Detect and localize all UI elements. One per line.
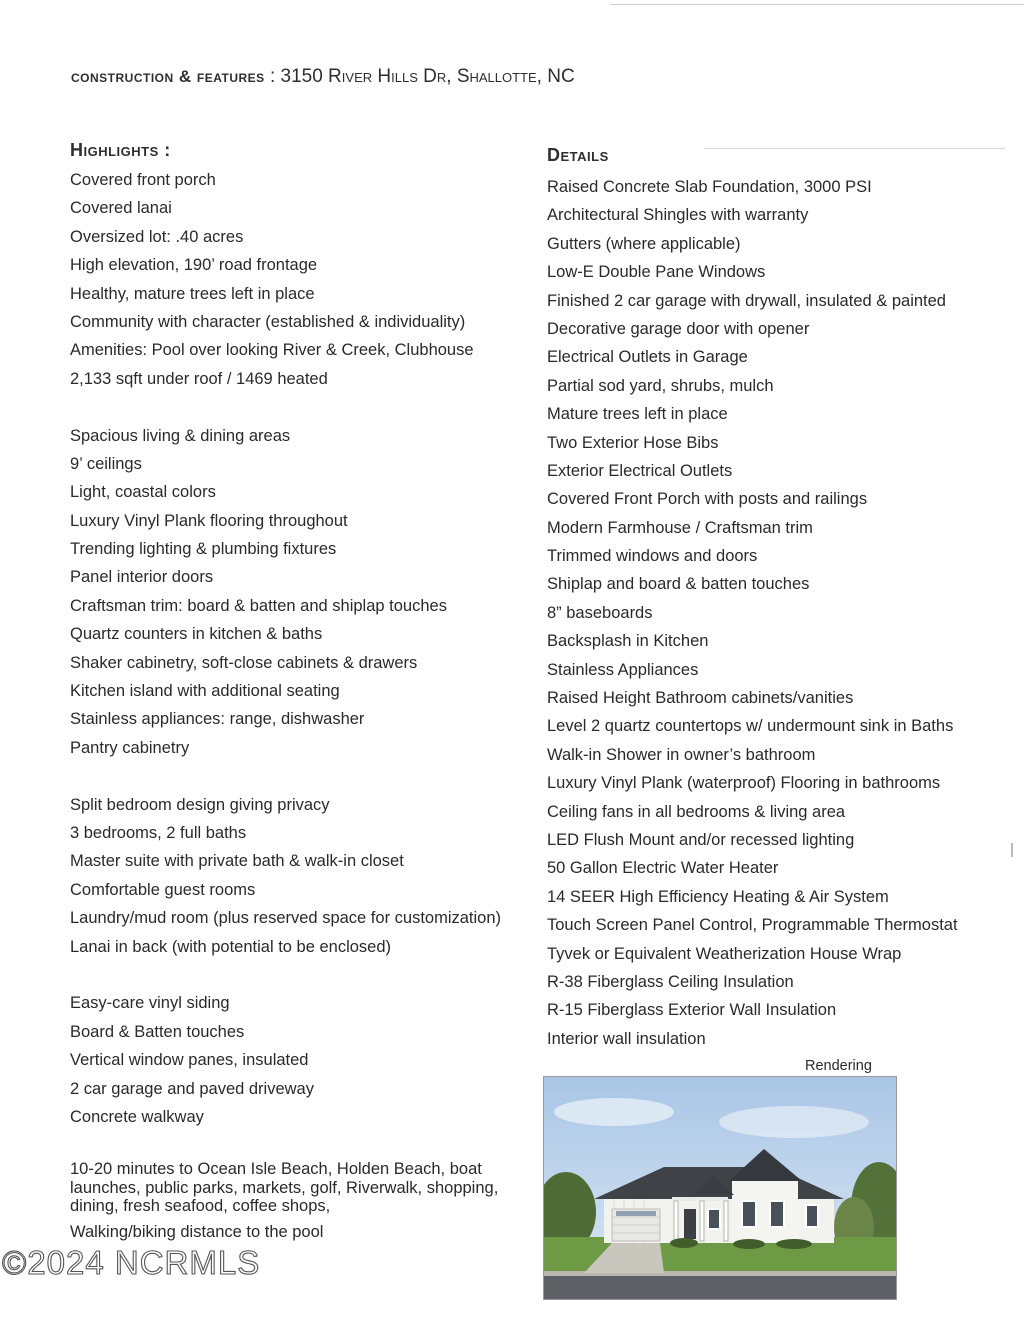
detail-item: Shiplap and board & batten touches [547,575,810,594]
detail-item: Raised Concrete Slab Foundation, 3000 PSI [547,178,872,196]
highlights-title: Highlights : [70,140,171,160]
rendering-label: Rendering [805,1058,872,1074]
detail-item: Trimmed windows and doors [547,547,758,566]
highlight-item: Kitchen island with additional seating [70,682,340,701]
detail-item: Two Exterior Hose Bibs [547,433,719,452]
detail-item: Exterior Electrical Outlets [547,461,733,480]
detail-item: Partial sod yard, shrubs, mulch [547,376,774,395]
detail-item: Finished 2 car garage with drywall, insulated & painted [547,291,946,310]
highlight-item: 3 bedrooms, 2 full baths [70,823,247,842]
highlight-item: Panel interior doors [70,568,214,587]
detail-item: 8” baseboards [547,603,653,622]
house-rendering-image [544,1077,896,1299]
group-gap [70,762,530,790]
detail-item: 50 Gallon Electric Water Heater [547,859,779,878]
highlight-item: Healthy, mature trees left in place [70,284,315,303]
house-rendering [543,1076,897,1300]
detail-item: Level 2 quartz countertops w/ undermount sink in Baths [547,717,954,736]
detail-item: Touch Screen Panel Control, Programmable Thermostat [547,916,958,935]
scan-mark [1011,843,1013,857]
walking-distance: Walking/biking distance to the pool [70,1223,324,1241]
highlight-item: Concrete walkway [70,1107,204,1126]
property-address: 3150 River Hills Dr, Shallotte, NC [280,66,575,87]
highlight-item: Quartz counters in kitchen & baths [70,625,323,644]
highlight-item: Amenities: Pool over looking River & Creek, Clubhouse [70,341,474,360]
detail-item: Interior wall insulation [547,1029,706,1048]
highlight-item: Stainless appliances: range, dishwasher [70,710,365,729]
highlight-item: Trending lighting & plumbing fixtures [70,540,337,559]
detail-item: Backsplash in Kitchen [547,632,709,651]
highlight-item: Light, coastal colors [70,483,216,502]
highlight-item: Covered front porch [70,171,216,189]
detail-item: Ceiling fans in all bedrooms & living area [547,802,846,821]
detail-item: R-15 Fiberglass Exterior Wall Insulation [547,1001,837,1020]
highlight-item: Master suite with private bath & walk-in closet [70,852,404,871]
highlight-item: Luxury Vinyl Plank flooring throughout [70,511,348,530]
highlight-item: Oversized lot: .40 acres [70,227,244,246]
highlight-item: High elevation, 190’ road frontage [70,256,318,275]
highlights-list [70,166,530,1131]
group-gap [70,961,530,989]
detail-item: 14 SEER High Efficiency Heating & Air System [547,887,889,906]
detail-item: Walk-in Shower in owner’s bathroom [547,745,816,764]
highlight-item: 9’ ceilings [70,454,142,473]
highlight-item: 2 car garage and paved driveway [70,1079,314,1098]
highlight-item: Easy-care vinyl siding [70,994,230,1013]
header-label: construction & features [71,67,265,86]
detail-item: LED Flush Mount and/or recessed lighting [547,830,855,849]
highlight-item: Laundry/mud room (plus reserved space for customization) [70,909,502,928]
detail-item: Electrical Outlets in Garage [547,348,748,367]
highlights-section [70,138,530,1131]
highlight-item: Craftsman trim: board & batten and shiplap touches [70,596,447,615]
details-section [547,143,1007,1053]
highlight-item: 2,133 sqft under roof / 1469 heated [70,369,328,388]
highlight-item: Spacious living & dining areas [70,426,291,445]
highlight-item: Community with character (established & individuality) [70,312,466,331]
highlight-item: Covered lanai [70,199,172,218]
highlight-item: Vertical window panes, insulated [70,1051,309,1070]
highlight-item: Split bedroom design giving privacy [70,795,330,814]
detail-item: Gutters (where applicable) [547,234,741,253]
highlight-item: Board & Batten touches [70,1022,245,1041]
details-list [547,173,1007,1053]
detail-item: Covered Front Porch with posts and railings [547,490,868,509]
header-separator: : [264,66,281,87]
scan-edge-line [610,4,1024,5]
detail-item: Mature trees left in place [547,405,728,424]
mls-watermark: ©2024 NCRMLS [2,1244,261,1281]
highlight-item: Shaker cabinetry, soft-close cabinets & drawers [70,653,418,672]
detail-item: Tyvek or Equivalent Weatherization House Wrap [547,944,902,963]
page-header [71,66,575,88]
detail-item: Stainless Appliances [547,660,699,679]
nearby-distances: 10-20 minutes to Ocean Isle Beach, Holden Beach, boat launches, public parks, markets, golf, Riverwalk, shopping, dining, fresh seafood, coffee shops, [70,1160,499,1215]
highlight-item: Lanai in back (with potential to be enclosed) [70,937,392,956]
detail-item: Modern Farmhouse / Craftsman trim [547,518,813,537]
detail-item: Architectural Shingles with warranty [547,206,809,225]
detail-item: Decorative garage door with opener [547,319,810,338]
group-gap [70,393,530,421]
detail-item: Low-E Double Pane Windows [547,263,766,282]
highlight-item: Pantry cabinetry [70,738,190,757]
details-title: Details [547,145,609,165]
detail-item: R-38 Fiberglass Ceiling Insulation [547,972,794,991]
detail-item: Raised Height Bathroom cabinets/vanities [547,689,854,708]
highlight-item: Comfortable guest rooms [70,880,256,899]
detail-item: Luxury Vinyl Plank (waterproof) Flooring in bathrooms [547,774,941,793]
